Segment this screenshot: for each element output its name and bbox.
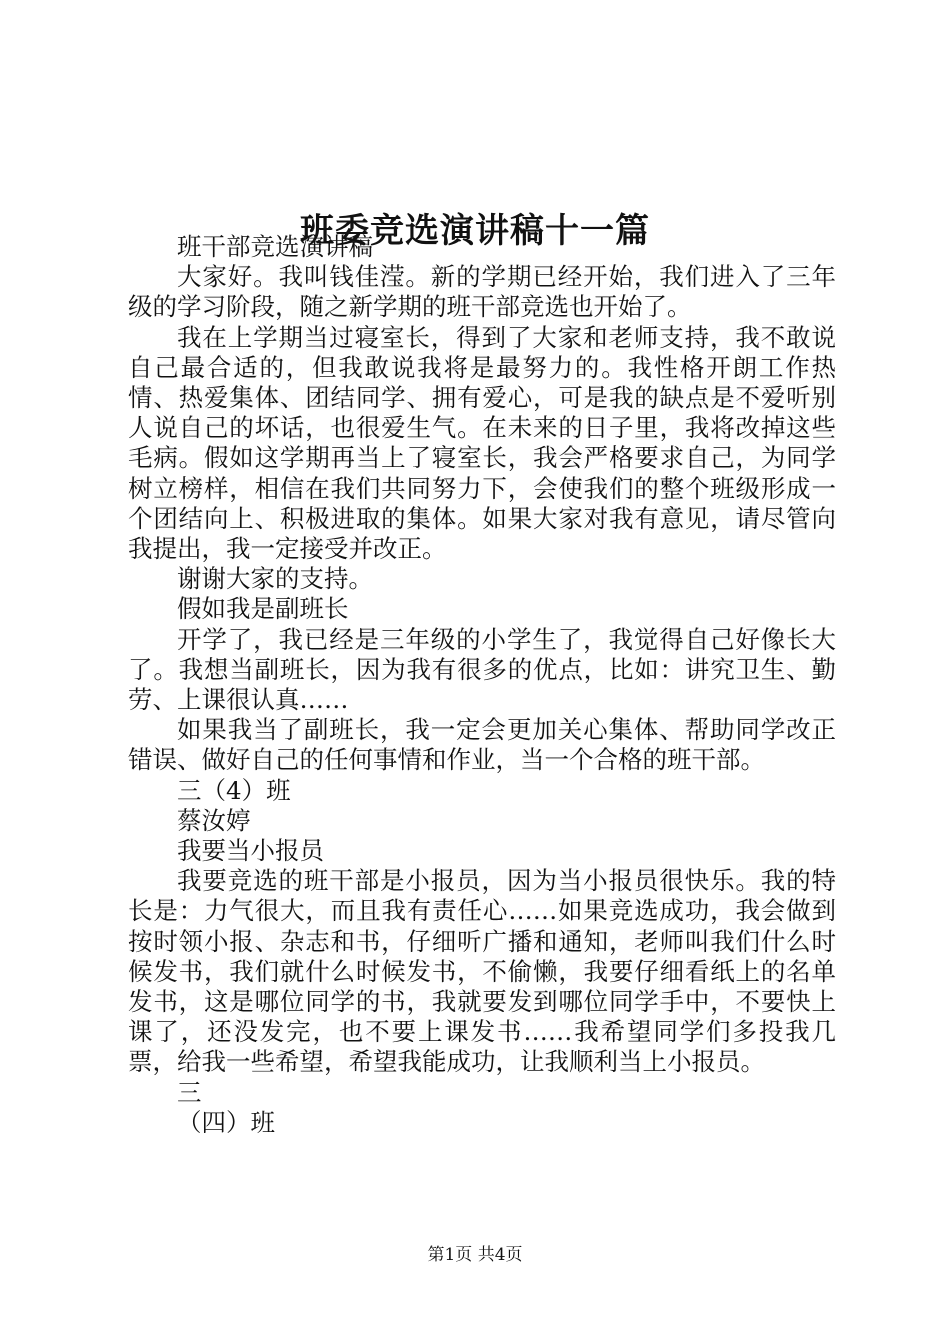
paragraph: 我在上学期当过寝室长，得到了大家和老师支持，我不敢说自己最合适的，但我敢说我将是最努力的。我性格开朗工作热情、热爱集体、团结同学、拥有爱心，可是我的缺点是不爱听别人说自己的坏话，也很爱生气。在未来的日子里，我将改掉这些毛病。假如这学期再当上了寝室长，我会严格要求自己，为同学树立榜样，相信在我们共同努力下，会使我们的整个班级形成一个团结向上、积极进取的集体。如果大家对我有意见，请尽管向我提出，我一定接受并改正。: [128, 322, 836, 564]
paragraph: 开学了，我已经是三年级的小学生了，我觉得自己好像长大了。我想当副班长，因为我有很多的优点，比如：讲究卫生、勤劳、上课很认真……: [128, 624, 836, 715]
paragraph: 谢谢大家的支持。: [177, 564, 373, 594]
paragraph-heading: 我要当小报员: [177, 836, 324, 866]
class-label: （四）班: [177, 1107, 275, 1137]
class-label: 三（4）班: [177, 775, 291, 805]
page-footer: 第1页 共4页: [427, 1245, 523, 1265]
paragraph: 大家好。我叫钱佳滢。新的学期已经开始，我们进入了三年级的学习阶段，随之新学期的班干部竞选也开始了。: [128, 262, 836, 322]
author-name: 蔡汝婷: [177, 805, 251, 835]
document-body: [128, 232, 836, 1138]
paragraph-heading: 班干部竞选演讲稿: [177, 232, 373, 261]
class-label: 三: [177, 1077, 202, 1107]
paragraph: 如果我当了副班长，我一定会更加关心集体、帮助同学改正错误、做好自己的任何事情和作业，当一个合格的班干部。: [128, 715, 836, 775]
paragraph: 我要竞选的班干部是小报员，因为当小报员很快乐。我的特长是：力气很大，而且我有责任心……如果竞选成功，我会做到按时领小报、杂志和书，仔细听广播和通知，老师叫我们什么时候发书，我们就什么时候发书，不偷懒，我要仔细看纸上的名单发书，这是哪位同学的书，我就要发到哪位同学手中，不要快上课了，还没发完，也不要上课发书……我希望同学们多投我几票，给我一些希望，希望我能成功，让我顺利当上小报员。: [128, 866, 836, 1077]
paragraph-heading: 假如我是副班长: [177, 594, 349, 624]
page-title: 班委竞选演讲稿十一篇: [300, 210, 650, 251]
